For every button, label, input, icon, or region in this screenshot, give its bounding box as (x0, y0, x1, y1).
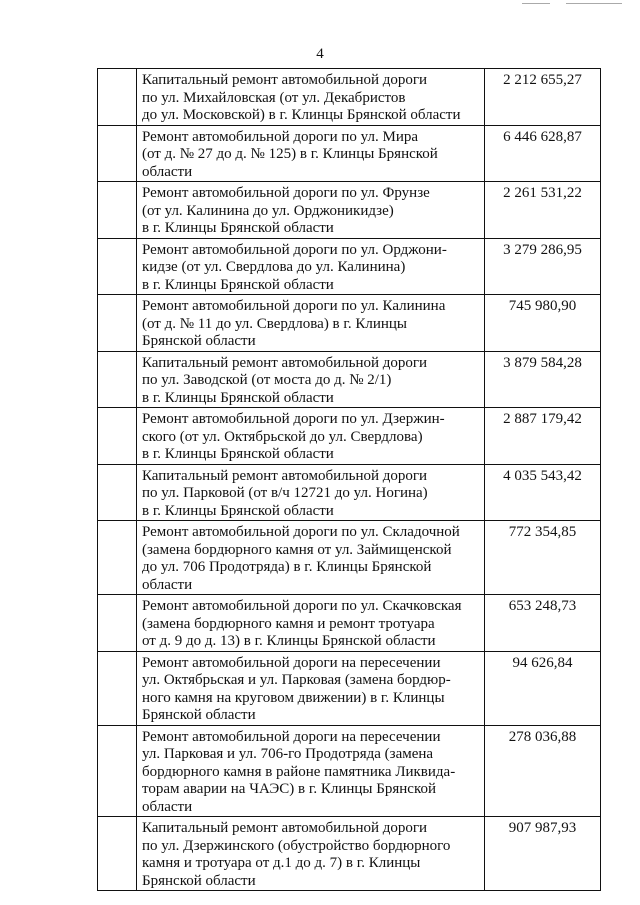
work-description-cell (137, 521, 485, 595)
row-number-cell (98, 595, 137, 652)
row-number-cell (98, 408, 137, 465)
description-line: в г. Клинцы Брянской области (142, 276, 334, 293)
amount-cell: 3 279 286,95 (485, 238, 601, 295)
description-line: Капитальный ремонт автомобильной дороги (142, 72, 428, 88)
table-row (98, 408, 601, 465)
description-line: в г. Клинцы Брянской области (142, 446, 334, 462)
work-description-cell (137, 817, 485, 891)
row-number-cell (98, 69, 137, 126)
work-description-cell (137, 408, 485, 465)
description-line: ул. Октябрьская и ул. Парковая (замена бордюр- (142, 672, 451, 688)
table-row (98, 817, 601, 891)
amount-cell: 94 626,84 (485, 651, 601, 725)
description-line: по ул. Парковой (от в/ч 12721 до ул. Ногина) (142, 485, 428, 501)
amount-cell: 2 212 655,27 (485, 69, 601, 126)
work-description-cell (137, 351, 485, 408)
description-line: области (142, 576, 193, 593)
description-line: Ремонт автомобильной дороги по ул. Орджони- (142, 241, 447, 258)
description-line: камня и тротуара от д.1 до д. 7) в г. Клинцы (142, 855, 421, 871)
row-number-cell (98, 295, 137, 352)
table-row (98, 521, 601, 595)
work-description-cell (137, 725, 485, 817)
work-description-cell (137, 464, 485, 521)
description-line: Ремонт автомобильной дороги по ул. Складочной (142, 524, 460, 540)
amount-cell: 772 354,85 (485, 521, 601, 595)
description-line: Брянской области (142, 333, 256, 349)
amount-cell: 653 248,73 (485, 595, 601, 652)
amount-cell: 2 887 179,42 (485, 408, 601, 465)
description-line: Ремонт автомобильной дороги по ул. Калинина (142, 298, 446, 314)
description-line: области (142, 798, 193, 815)
description-line: в г. Клинцы Брянской области (142, 502, 334, 519)
description-line: кидзе (от ул. Свердлова до ул. Калинина) (142, 259, 406, 275)
description-line: по ул. Заводской (от моста до д. № 2/1) (142, 372, 392, 388)
description-line: (замена бордюрного камня от ул. Займищенской (142, 541, 452, 558)
description-line: (от д. № 11 до ул. Свердлова) в г. Клинцы (142, 315, 408, 332)
description-line: Ремонт автомобильной дороги по ул. Фрунзе (142, 185, 430, 201)
description-line: (от д. № 27 до д. № 125) в г. Клинцы Брянской (142, 146, 438, 162)
table-row (98, 295, 601, 352)
top-edge-marks (522, 3, 632, 7)
row-number-cell (98, 182, 137, 239)
description-line: Ремонт автомобильной дороги по ул. Мира (142, 128, 419, 145)
table-row (98, 351, 601, 408)
description-line: Ремонт автомобильной дороги на пересечении (142, 654, 441, 671)
amount-cell: 2 261 531,22 (485, 182, 601, 239)
work-description-cell (137, 651, 485, 725)
work-description-cell (137, 182, 485, 239)
table-row (98, 464, 601, 521)
description-line: Ремонт автомобильной дороги на пересечении (142, 728, 441, 745)
description-line: ного камня на круговом движении) в г. Клинцы (142, 689, 445, 706)
description-line: до ул. 706 Продотряда) в г. Клинцы Брянской (142, 559, 432, 575)
description-line: ул. Парковая и ул. 706-го Продотряда (замена (142, 746, 434, 762)
row-number-cell (98, 817, 137, 891)
row-number-cell (98, 125, 137, 182)
description-line: Капитальный ремонт автомобильной дороги (142, 820, 428, 836)
row-number-cell (98, 521, 137, 595)
row-number-cell (98, 238, 137, 295)
works-table (97, 68, 601, 891)
works-table-body (98, 69, 601, 891)
description-line: по ул. Дзержинского (обустройство бордюрного (142, 837, 451, 854)
work-description-cell (137, 295, 485, 352)
description-line: (замена бордюрного камня и ремонт тротуара (142, 615, 435, 632)
description-line: в г. Клинцы Брянской области (142, 220, 334, 236)
description-line: в г. Клинцы Брянской области (142, 389, 334, 406)
work-description-cell (137, 238, 485, 295)
description-line: до ул. Московской) в г. Клинцы Брянской области (142, 107, 461, 123)
table-row (98, 651, 601, 725)
description-line: (от ул. Калинина до ул. Орджоникидзе) (142, 202, 394, 219)
table-row (98, 125, 601, 182)
table-row (98, 725, 601, 817)
work-description-cell (137, 125, 485, 182)
amount-cell: 745 980,90 (485, 295, 601, 352)
amount-cell: 6 446 628,87 (485, 125, 601, 182)
table-row (98, 238, 601, 295)
description-line: Брянской области (142, 872, 256, 889)
description-line: Брянской области (142, 707, 256, 723)
description-line: Капитальный ремонт автомобильной дороги (142, 354, 428, 371)
table-row (98, 69, 601, 126)
amount-cell: 278 036,88 (485, 725, 601, 817)
work-description-cell (137, 69, 485, 126)
amount-cell: 3 879 584,28 (485, 351, 601, 408)
amount-cell: 4 035 543,42 (485, 464, 601, 521)
description-line: Ремонт автомобильной дороги по ул. Скачковская (142, 598, 462, 614)
table-row (98, 182, 601, 239)
row-number-cell (98, 351, 137, 408)
page-number: 4 (316, 46, 324, 62)
table-row (98, 595, 601, 652)
description-line: Капитальный ремонт автомобильной дороги (142, 467, 428, 484)
description-line: области (142, 163, 193, 180)
description-line: Ремонт автомобильной дороги по ул. Дзержин- (142, 411, 445, 427)
work-description-cell (137, 595, 485, 652)
description-line: по ул. Михайловская (от ул. Декабристов (142, 89, 406, 106)
row-number-cell (98, 651, 137, 725)
description-line: бордюрного камня в районе памятника Ликвида- (142, 763, 456, 780)
description-line: ского (от ул. Октябрьской до ул. Свердлова) (142, 428, 423, 445)
description-line: торам аварии на ЧАЭС) в г. Клинцы Брянской (142, 781, 437, 797)
amount-cell: 907 987,93 (485, 817, 601, 891)
row-number-cell (98, 464, 137, 521)
description-line: от д. 9 до д. 13) в г. Клинцы Брянской области (142, 633, 436, 649)
row-number-cell (98, 725, 137, 817)
